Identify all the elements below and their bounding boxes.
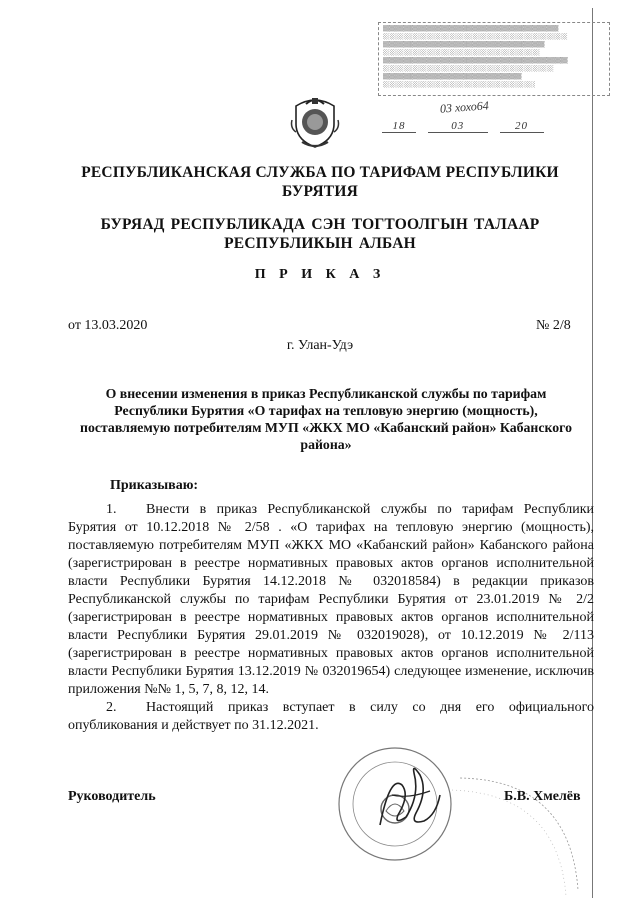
agency-title-ru: РЕСПУБЛИКАНСКАЯ СЛУЖБА ПО ТАРИФАМ РЕСПУБЛИКИ БУРЯТИЯ [81, 164, 559, 200]
registration-date [382, 120, 544, 133]
signature-position: Руководитель [68, 789, 156, 804]
signature-name: Б.В. Хмелёв [504, 789, 581, 804]
coat-of-arms-icon [286, 92, 344, 150]
item-text: Настоящий приказ вступает в силу со дня его официального опубликования и действует по 31.12.2021. [68, 700, 594, 733]
order-item [68, 699, 594, 735]
order-item [68, 501, 594, 699]
scan-edge-line [592, 8, 593, 898]
order-verb: Приказываю: [110, 478, 199, 493]
item-number: 1. [106, 502, 117, 517]
order-city: г. Улан-Удэ [286, 338, 354, 353]
document-type: П Р И К А З [254, 267, 386, 282]
order-subject: О внесении изменения в приказ Республиканской службы по тарифам Республики Бурятия «О тарифах на тепловую энергию (мощность), поставляемую потребителям МУП «ЖКХ МО «Кабанский район» Кабанского района» [80, 386, 572, 452]
order-date: от 13.03.2020 [68, 318, 148, 333]
registration-stamp: ▒▒▒▒▒▒▒▒▒▒▒▒▒▒▒▒▒▒▒▒▒▒▒▒▒▒▒▒▒▒▒▒▒▒▒▒▒▒ ░░░░░░░░░░░░░░░░░░░░░░░░░░░░░░░░░░░░░░░░ ▒▒▒▒▒▒▒▒▒▒▒▒▒▒▒▒▒▒▒▒▒▒▒▒▒▒▒▒▒▒▒▒▒▒▒ ░░░░░░░░░░░░░░░░░░░░░░░░░░░░░░░░░░ ▒▒▒▒▒▒▒▒▒▒▒▒▒▒▒▒▒▒▒▒▒▒▒▒▒▒▒▒▒▒▒▒▒▒▒▒▒▒▒▒ ░░░░░░░░░░░░░░░░░░░░░░░░░░░░░░░░░░░░░ ▒▒▒▒▒▒▒▒▒▒▒▒▒▒▒▒▒▒▒▒▒▒▒▒▒▒▒▒▒▒ ░░░░░░░░░░░░░░░░░░░░░░░░░░░░░░░░░ [378, 22, 610, 96]
item-number: 2. [106, 700, 117, 715]
handwritten-signature-icon [350, 755, 470, 855]
registration-day: 18 [382, 120, 416, 133]
registration-month: 03 [428, 120, 488, 133]
registration-number: 03 хохо64 [439, 98, 490, 116]
item-text: Внести в приказ Республиканской службы по тарифам Республики Бурятия от 10.12.2018 № 2/58 . «О тарифах на тепловую энергию (мощность), поставляемую потребителям МУП «ЖКХ МО «Кабанский район» Кабанского района (зарегистрирован в реестре нормативных правовых актов органов исполнительной власти Республики Бурятия 14.12.2018 № 032018584) в редакции приказов Республиканской службы по тарифам Республики Бурятия от 23.01.2019 № 2/2 (зарегистрирован в реестре нормативных правовых актов органов исполнительной власти Республики Бурятия 29.01.2019 № 032019028), от 10.12.2019 № 2/113 (зарегистрирован в реестре нормативных правовых актов органов исполнительной власти Республики Бурятия 13.12.2019 № 032019654) следующее изменение, исключив приложения №№ 1, 5, 7, 8, 12, 14. [68, 502, 594, 697]
order-body [68, 501, 594, 735]
registration-year: 20 [500, 120, 544, 133]
order-number: № 2/8 [536, 318, 571, 333]
agency-title-bua: БУРЯАД РЕСПУБЛИКАДА СЭН ТОГТООЛГЫН ТАЛААР РЕСПУБЛИКЫН АЛБАН [100, 216, 540, 252]
